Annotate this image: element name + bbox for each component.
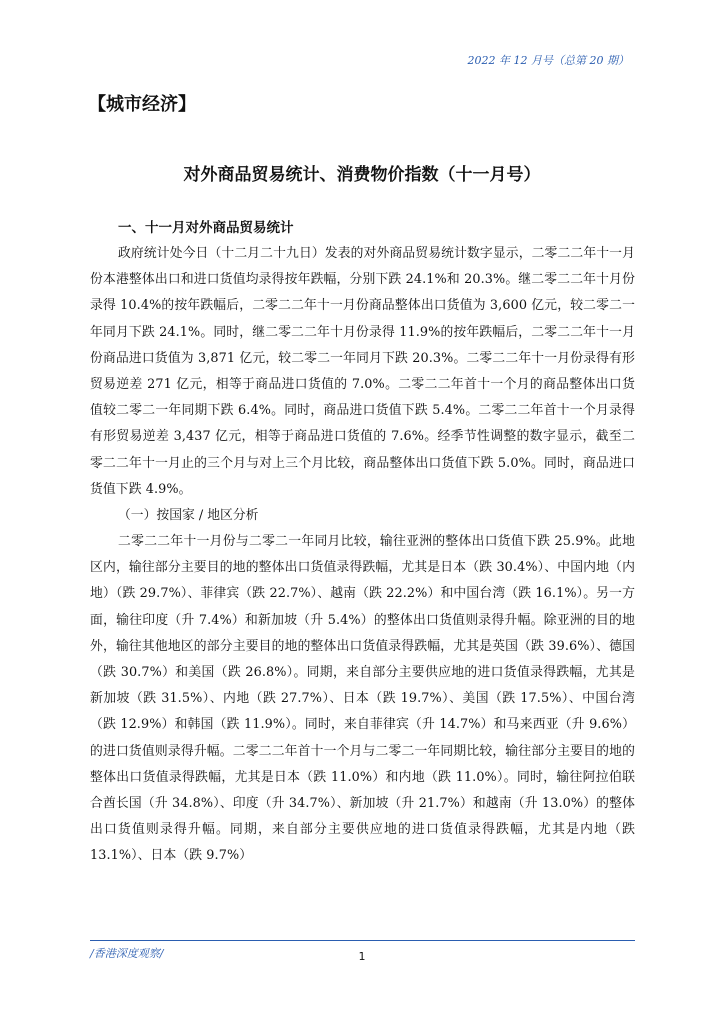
subsection-heading: （一）按国家 / 地区分析 xyxy=(118,508,259,524)
paragraph-country-analysis: 二零二二年十一月份与二零二一年同月比较，输往亚洲的整体出口货值下跌 25.9%。此地区内，输往部分主要目的地的整体出口货值录得跌幅，尤其是日本（跌 30.4%）、中国内地（内地）（跌 29.7%）、菲律宾（跌 22.7%）、越南（跌 22.2%）和中国台湾（跌 16.1%）。另一方面，输往印度（升 7.4%）和新加坡（升 5.4%）的整体出口货值则录得升幅。除亚洲的目的地外，输往其他地区的部分主要目的地的整体出口货值录得跌幅，尤其是英国（跌 39.6%）、德国（跌 30.7%）和美国（跌 26.8%）。同期，来自部分主要供应地的进口货值录得跌幅，尤其是新加坡（跌 31.5%）、内地（跌 27.7%）、日本（跌 19.7%）、美国（跌 17.5%）、中国台湾（跌 12.9%）和韩国（跌 11.9%）。同时，来自菲律宾（升 14.7%）和马来西亚（升 9.6%）的进口货值则录得升幅。二零二二年首十一个月与二零二一年同期比较，输往部分主要目的地的整体出口货值录得跌幅，尤其是日本（跌 11.0%）和内地（跌 11.0%）。同时，输往阿拉伯联合酋长国（升 34.8%）、印度（升 34.7%）、新加坡（升 21.7%）和越南（升 13.0%）的整体出口货值则录得升幅。同期，来自部分主要供应地的进口货值录得跌幅，尤其是内地（跌 13.1%）、日本（跌 9.7%） xyxy=(90,534,635,864)
document-title: 对外商品贸易统计、消费物价指数（十一月号） xyxy=(183,165,541,185)
footer-divider xyxy=(90,940,635,941)
section-tag: 【城市经济】 xyxy=(88,94,196,115)
paragraph-trade-summary: 政府统计处今日（十二月二十九日）发表的对外商品贸易统计数字显示，二零二二年十一月份本港整体出口和进口货值均录得按年跌幅，分别下跌 24.1%和 20.3%。继二零二二年十月份录得 10.4%的按年跌幅后，二零二二年十一月份商品整体出口货值为 3,600 亿元，较二零二一年同月下跌 24.1%。同时，继二零二二年十月份录得 11.9%的按年跌幅后，二零二二年十一月份商品进口货值为 3,871 亿元，较二零二一年同月下跌 20.3%。二零二二年十一月份录得有形贸易逆差 271 亿元，相等于商品进口货值的 7.0%。二零二二年首十一个月的商品整体出口货值较二零二一年同期下跌 6.4%。同时，商品进口货值下跌 5.4%。二零二二年首十一个月录得有形贸易逆差 3,437 亿元，相等于商品进口货值的 7.6%。经季节性调整的数字显示，截至二零二二年十一月止的三个月与对上三个月比较，商品整体出口货值下跌 5.0%。同时，商品进口货值下跌 4.9%。 xyxy=(90,246,635,497)
issue-header: 2022 年 12 月号（总第 20 期） xyxy=(467,54,629,67)
footer-publication-name: /香港深度观察/ xyxy=(90,947,164,960)
page-number: 1 xyxy=(358,950,366,963)
section-heading: 一、十一月对外商品贸易统计 xyxy=(118,220,294,236)
document-body xyxy=(90,215,635,870)
